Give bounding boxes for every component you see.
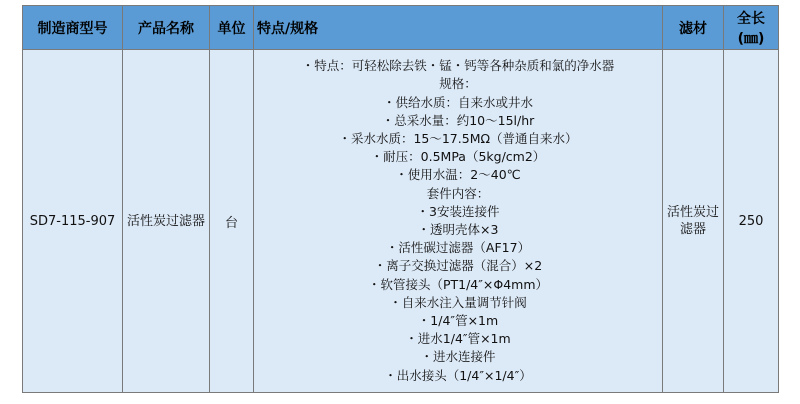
feature-line: ・离子交换过滤器（混合）×2 [373, 258, 543, 274]
cell-filter-material [663, 50, 724, 393]
feature-line: ・供给水质：自来水或井水 [382, 94, 533, 110]
header-model: 制造商型号 [23, 6, 123, 50]
feature-line: ・使用水温：2〜40℃ [395, 167, 521, 183]
header-total-length: 全长(㎜) [724, 6, 779, 50]
table-row [23, 50, 779, 393]
feature-line: ・软管接头（PT1/4″×Φ4mm） [367, 276, 549, 292]
cell-unit: 台 [210, 50, 254, 393]
cell-model: SD7-115-907 [23, 50, 123, 393]
feature-line: ・3安装连接件 [416, 203, 500, 219]
feature-line: ・透明壳体×3 [417, 222, 499, 237]
cell-features [254, 50, 663, 393]
feature-line: ・1/4″管×1m [417, 313, 499, 329]
spec-table-container [22, 5, 778, 393]
header-filter-material: 滤材 [663, 6, 724, 50]
cell-product-name [123, 50, 210, 393]
spec-table [22, 5, 779, 393]
feature-line: ・采水水质：15〜17.5MΩ（普通自来水） [338, 130, 578, 146]
filter-material-text: 活性炭过滤器 [666, 205, 719, 237]
feature-line: ・耐压：0.5MPa（5kg/cm2） [370, 149, 546, 165]
feature-line: ・自来水注入量调节针阀 [389, 294, 527, 310]
feature-line: 规格： [439, 76, 477, 92]
feature-line: ・总采水量：约10〜15l/hr [381, 112, 535, 128]
feature-line: ・特点：可轻松除去铁・锰・钙等各种杂质和氯的净水器 [301, 58, 615, 74]
feature-line: ・出水接头（1/4″×1/4″） [384, 367, 532, 383]
header-features: 特点/规格 [254, 6, 663, 50]
feature-line: ・进水连接件 [420, 349, 496, 365]
feature-line: 套件内容： [426, 185, 490, 201]
feature-line: ・活性碳过滤器（AF17） [385, 240, 531, 256]
header-row [23, 6, 779, 50]
feature-line: ・进水1/4″管×1m [405, 331, 511, 347]
cell-total-length: 250 [724, 50, 779, 393]
header-product-name: 产品名称 [123, 6, 210, 50]
product-name-text: 活性炭过滤器 [126, 213, 205, 229]
header-unit: 单位 [210, 6, 254, 50]
